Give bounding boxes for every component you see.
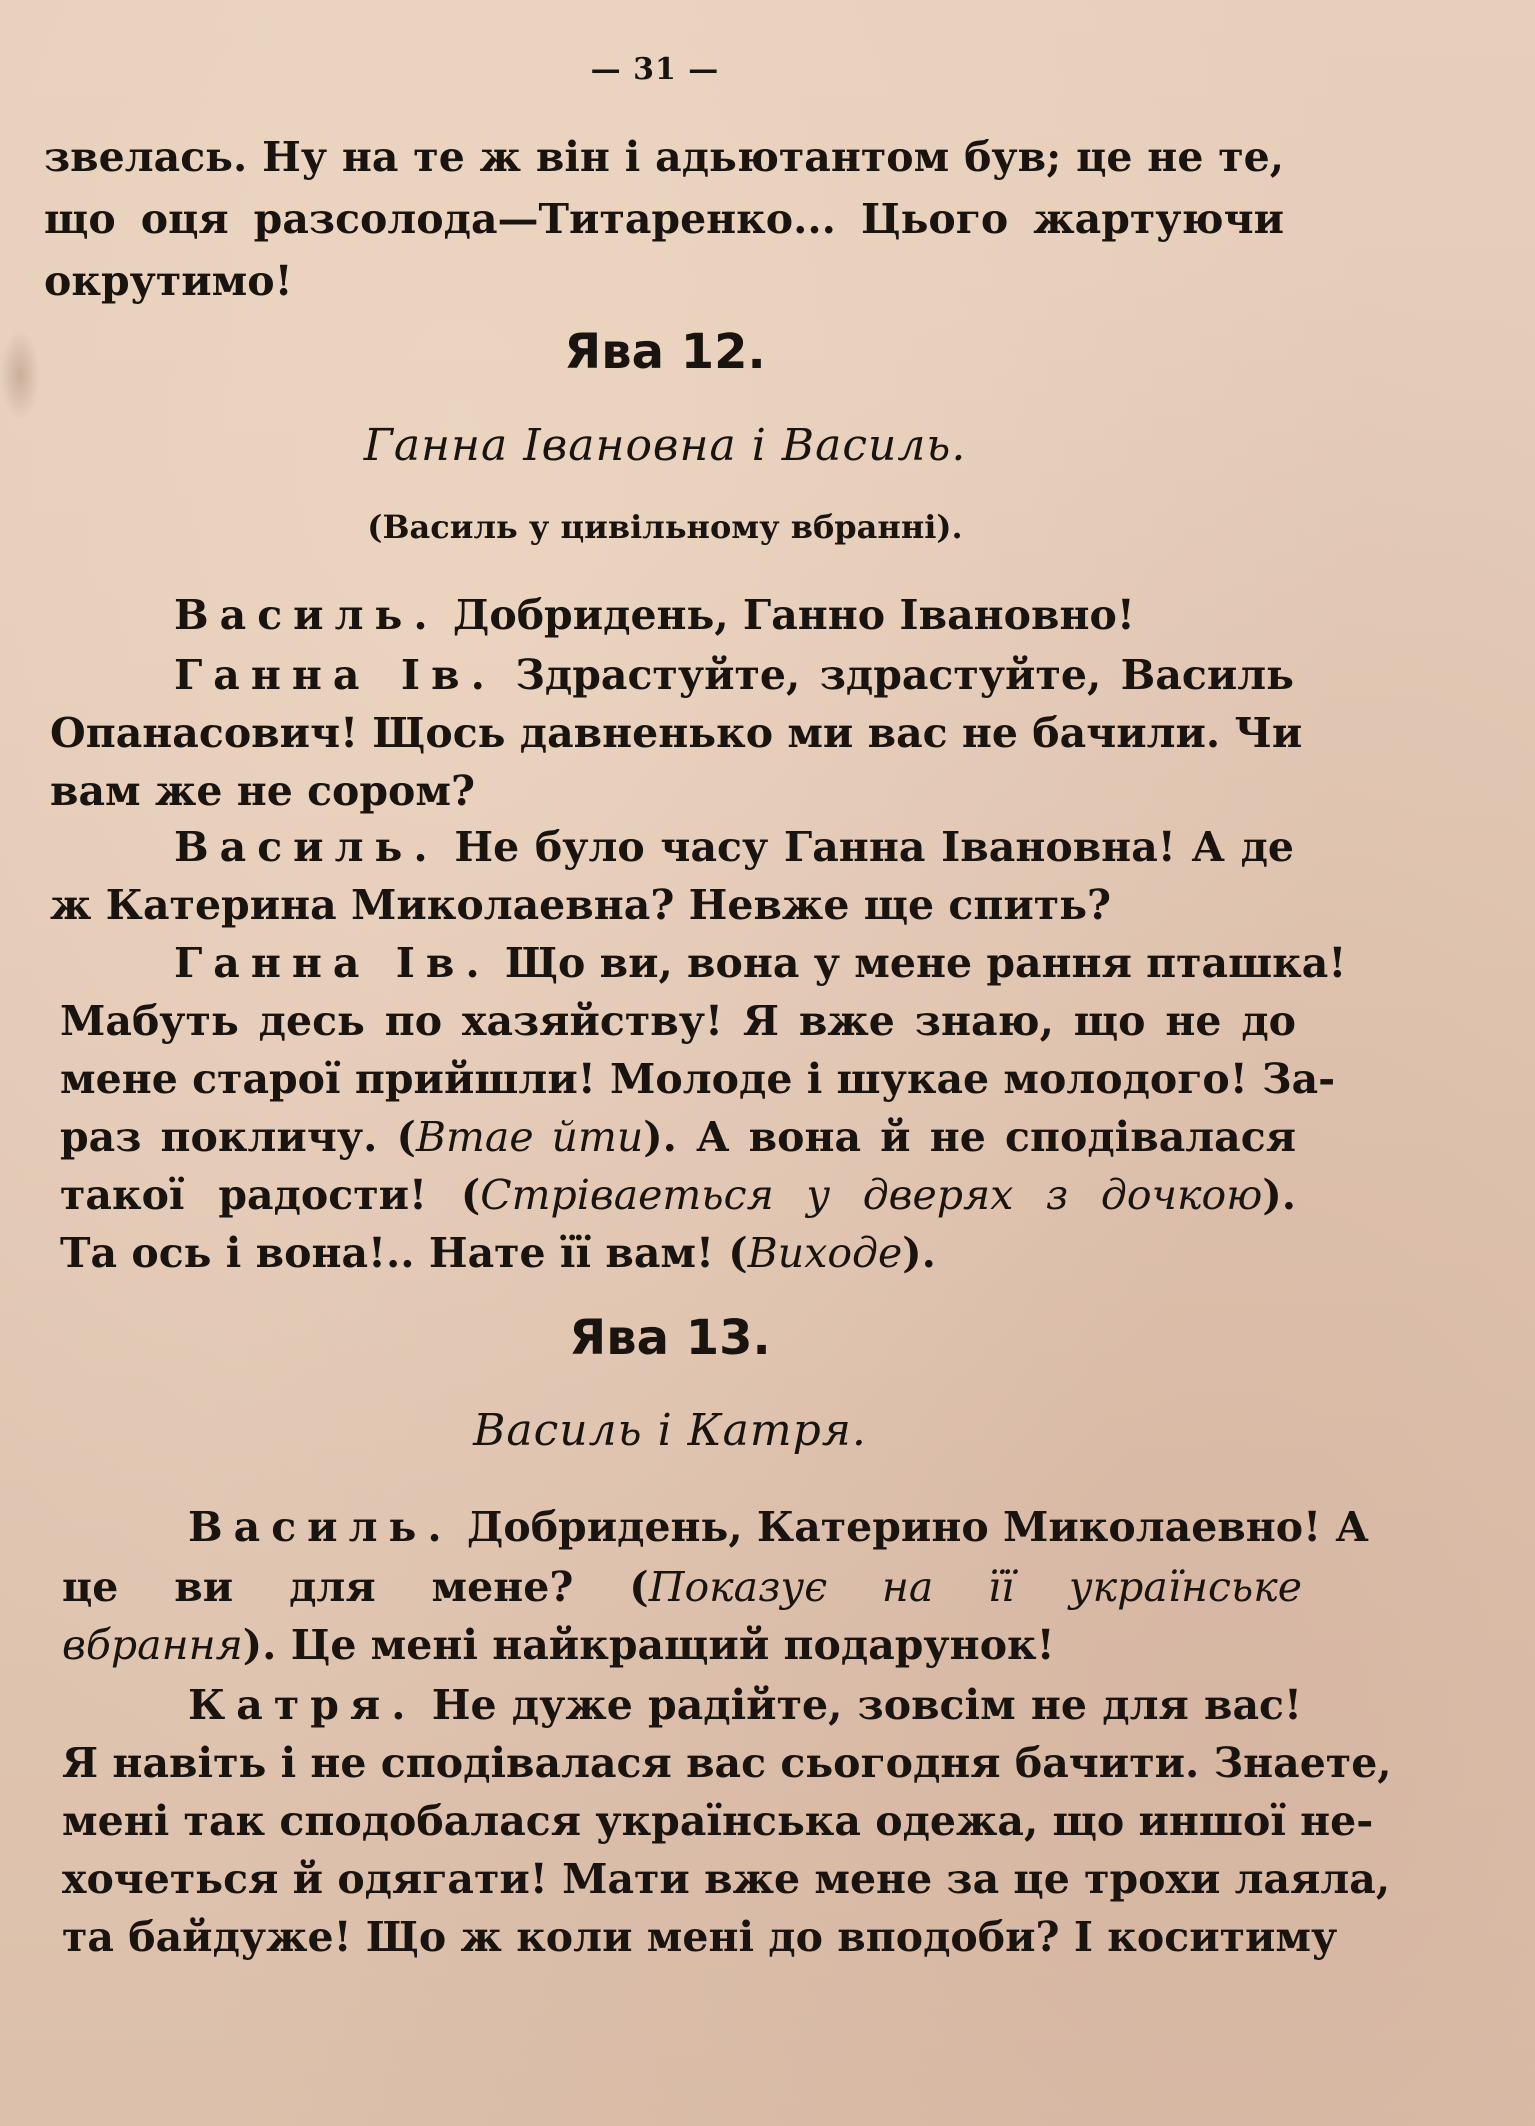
dialogue-line <box>174 650 1294 700</box>
text-line: окрутимо! <box>44 257 293 305</box>
text-segment: такої радости! ( <box>60 1171 481 1219</box>
text-line: вам же не сором? <box>50 767 476 815</box>
text-line <box>60 1112 1296 1162</box>
text-line: що оця разсолода—Титаренко... Цього жартуючи <box>44 195 1284 243</box>
stage-direction-inline: Стріваеться у дверях з дочкою <box>480 1171 1263 1219</box>
text-segment: ). Це мені найкращий подарунок! <box>242 1621 1055 1669</box>
scene-12-characters: Ганна Івановна і Василь. <box>363 420 967 471</box>
text-line <box>62 1620 1302 1670</box>
text-segment: Та ось і вона!.. Нате її вам! ( <box>60 1229 748 1277</box>
speech-text: Не дуже радійте, зовсім не для вас! <box>431 1681 1302 1729</box>
scene-13-heading: Ява 13. <box>569 1310 771 1366</box>
stage-direction-inline: Виходе <box>747 1229 903 1277</box>
speaker-name: Василь. <box>188 1503 453 1551</box>
text-segment: це ви для мене? ( <box>62 1563 649 1611</box>
text-line <box>62 1562 1302 1612</box>
text-line: Мабуть десь по хазяйству! Я вже знаю, що не до <box>60 997 1296 1045</box>
text-segment: раз покличу. ( <box>60 1113 416 1161</box>
scene-12-heading: Ява 12. <box>564 324 766 380</box>
text-line <box>60 1228 1296 1278</box>
dialogue-line <box>188 1680 1302 1730</box>
speaker-name: Василь. <box>174 591 439 639</box>
text-line: Опанасович! Щось давненько ми вас не бачили. Чи <box>50 709 1303 757</box>
text-line: ж Катерина Миколаевна? Невже ще спить? <box>50 881 1112 929</box>
dialogue-line <box>174 822 1294 872</box>
scene-13-characters: Василь і Катря. <box>473 1405 867 1456</box>
speech-text: Не було часу Ганна Івановна! А де <box>454 823 1294 871</box>
text-line: Я навіть і не сподівалася вас сьогодня бачити. Знаете, <box>62 1739 1392 1787</box>
speaker-name: Катря. <box>188 1681 417 1729</box>
text-line: звелась. Ну на те ж він і адьютантом був; це не те, <box>44 133 1284 181</box>
stage-direction-inline: Втае йти <box>415 1113 644 1161</box>
text-line: мені так сподобалася українська одежа, що иншої не- <box>62 1797 1374 1845</box>
text-segment: ). <box>902 1229 936 1277</box>
page-number: — 31 — <box>590 52 720 87</box>
speech-text: Здрастуйте, здрастуйте, Василь <box>515 651 1294 699</box>
text-segment: ). <box>1262 1171 1296 1219</box>
speaker-name: Ганна Ів. <box>174 651 496 699</box>
text-line <box>60 1170 1296 1220</box>
speech-text: Добридень, Ганно Івановно! <box>452 591 1135 639</box>
text-line: мене старої прийшли! Молоде і шукае молодого! За- <box>60 1055 1336 1103</box>
text-line: хочеться й одягати! Мати вже мене за це трохи лаяла, <box>62 1855 1391 1903</box>
dialogue-line <box>174 590 1294 640</box>
stage-direction-inline: вбрання <box>62 1621 243 1669</box>
speech-text: Що ви, вона у мене рання пташка! <box>504 939 1347 987</box>
text-segment: ). А вона й не сподівалася <box>643 1113 1296 1161</box>
speech-text: Добридень, Катерино Миколаевно! А <box>466 1503 1369 1551</box>
scene-12-stage-direction: (Василь у цивільному вбранні). <box>367 508 963 546</box>
dialogue-line <box>174 938 1347 988</box>
text-line: та байдуже! Що ж коли мені до вподоби? І коситиму <box>62 1913 1338 1961</box>
speaker-name: Василь. <box>174 823 439 871</box>
speaker-name: Ганна Ів. <box>174 939 491 987</box>
dialogue-line <box>188 1502 1369 1552</box>
stage-direction-inline: Показує на її українське <box>648 1563 1302 1611</box>
